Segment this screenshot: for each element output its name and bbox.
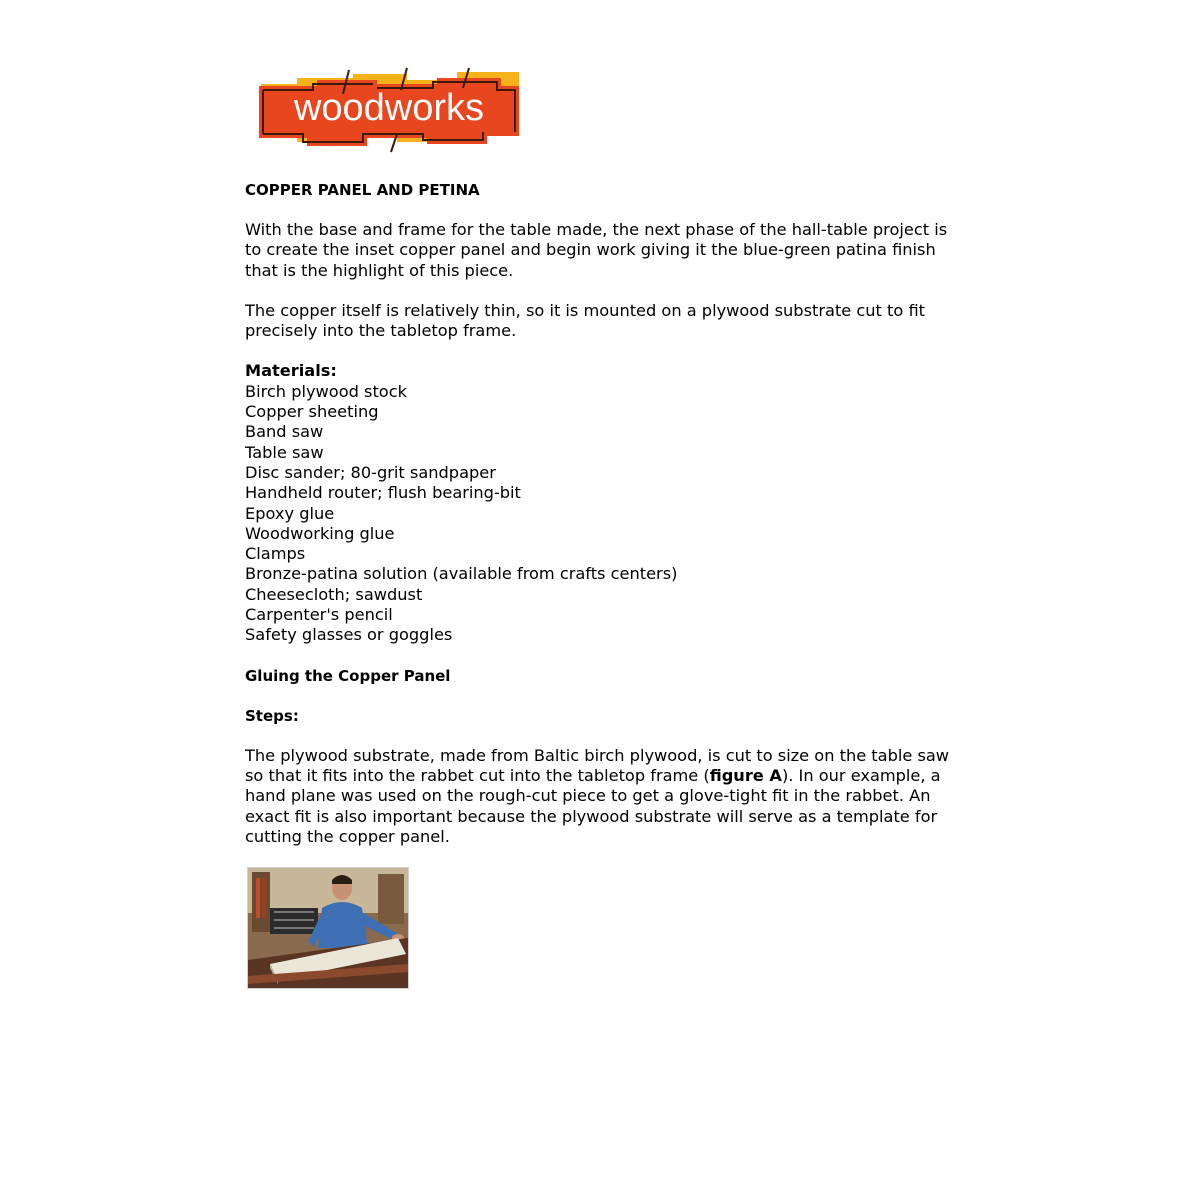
step-paragraph	[245, 746, 965, 847]
intro-paragraph-1: With the base and frame for the table made, the next phase of the hall-table project is to create the inset copper panel and begin work giving it the blue-green patina finish that is the highlight of this piece.	[245, 220, 948, 280]
materials-item: Bronze-patina solution (available from crafts centers)	[245, 564, 678, 584]
photo-lumber	[262, 878, 266, 918]
materials-item: Epoxy glue	[245, 503, 335, 523]
intro-paragraph-2: The copper itself is relatively thin, so it is mounted on a plywood substrate cut to fit precisely into the tabletop frame.	[245, 300, 925, 341]
article-title: COPPER PANEL AND PETINA	[245, 181, 480, 199]
figure-a-photo	[247, 867, 409, 989]
step-text-after: ). In our example, a hand plane was used on the rough-cut piece to get a glove-tight fit in the rabbet. An exact fit is also important because the plywood substrate will serve as a template for cutting the copper panel.	[245, 765, 941, 846]
materials-item: Disc sander; 80-grit sandpaper	[245, 462, 496, 482]
materials-list	[245, 382, 965, 646]
materials-item: Clamps	[245, 544, 306, 564]
materials-item: Cheesecloth; sawdust	[245, 584, 423, 604]
section-heading: Gluing the Copper Panel	[245, 666, 451, 685]
step-text-before: The plywood substrate, made from Baltic birch plywood, is cut to size on the table saw so that it fits into the rabbet cut into the tabletop frame (	[245, 745, 950, 785]
article	[245, 64, 965, 989]
logo-wordmark: woodworks	[293, 87, 485, 129]
materials-item: Woodworking glue	[245, 523, 395, 543]
materials-item: Band saw	[245, 422, 324, 442]
photo-lumber	[256, 878, 260, 918]
materials-item: Handheld router; flush bearing-bit	[245, 483, 521, 503]
materials-item: Table saw	[245, 442, 324, 462]
materials-item: Copper sheeting	[245, 402, 379, 422]
figure-reference: figure A	[709, 765, 782, 785]
materials-item: Birch plywood stock	[245, 381, 407, 401]
steps-heading: Steps:	[245, 706, 299, 725]
materials-item: Carpenter's pencil	[245, 605, 393, 625]
woodworks-logo	[257, 64, 523, 154]
photo-shelf	[378, 874, 404, 924]
photo-shelf	[252, 872, 270, 932]
materials-heading: Materials:	[245, 361, 337, 381]
materials-item: Safety glasses or goggles	[245, 625, 453, 645]
